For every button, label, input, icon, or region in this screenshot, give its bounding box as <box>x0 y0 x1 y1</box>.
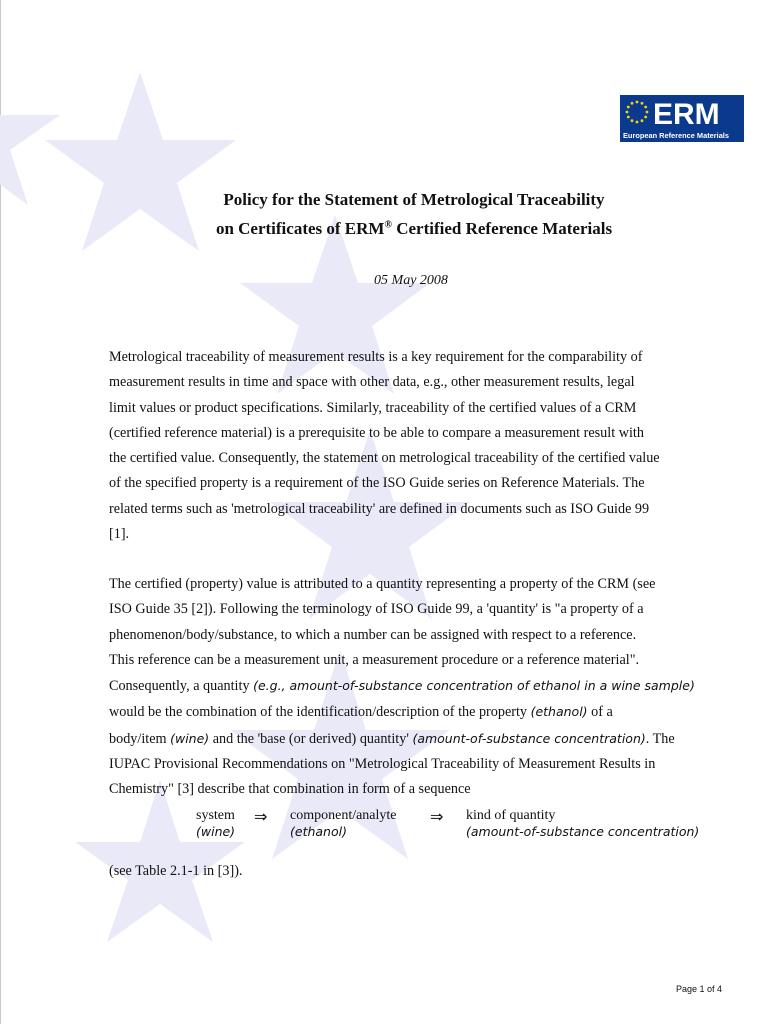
text-line: limit values or product specifications. Similarly, traceability of the certified values of a CRM <box>109 399 637 416</box>
sequence-component <box>290 808 397 840</box>
text-span: body/item <box>109 730 171 747</box>
text-line: the certified value. Consequently, the statement on metrological traceability of the certified value <box>109 450 660 467</box>
text-line <box>109 726 719 752</box>
text-span: of a <box>587 704 613 721</box>
page-number: Page 1 of 4 <box>676 984 723 994</box>
sequence-label: kind of quantity <box>466 808 556 823</box>
document-title-line-2 <box>0 219 768 239</box>
italic-example: (amount-of-substance concentration) <box>412 730 646 746</box>
italic-example: (e.g., amount-of-substance concentration of ethanol in a wine sample) <box>253 678 695 694</box>
registered-mark: ® <box>384 219 392 231</box>
text-line <box>109 673 719 699</box>
text-line: Metrological traceability of measurement results is a key requirement for the comparability of <box>109 349 643 365</box>
italic-example: (ethanol) <box>530 704 588 720</box>
erm-logo <box>620 95 744 142</box>
text-line: phenomenon/body/substance, to which a number can be assigned with respect to a reference. <box>109 626 637 643</box>
text-span: Consequently, a quantity <box>109 678 254 695</box>
text-line: (certified reference material) is a prerequisite to be able to compare a measurement result with <box>109 424 644 441</box>
paragraph-1 <box>109 345 719 547</box>
background-star-icon <box>75 780 245 942</box>
text-span: would be the combination of the identification/description of the property <box>109 704 531 721</box>
sequence-system <box>196 808 235 840</box>
document-date: 05 May 2008 <box>374 273 448 288</box>
text-line: The certified (property) value is attributed to a quantity representing a property of the CRM (see <box>109 576 656 592</box>
document-title-line-1: Policy for the Statement of Metrological Traceability <box>223 190 605 209</box>
text-line: measurement results in time and space with other data, e.g., other measurement results, legal <box>109 374 635 391</box>
background-star-icon <box>0 60 60 205</box>
sequence-example: (ethanol) <box>290 824 347 839</box>
text-line: This reference can be a measurement unit, a measurement procedure or a reference material". <box>109 651 640 668</box>
text-line: Chemistry" [3] describe that combination in form of a sequence <box>109 781 471 798</box>
text-line: IUPAC Provisional Recommendations on "Metrological Traceability of Measurement Results in <box>109 756 656 773</box>
sequence-label: system <box>196 808 235 823</box>
text-span: . The <box>645 730 675 747</box>
sequence-kind-of-quantity <box>466 808 699 840</box>
logo-subtitle: European Reference Materials <box>623 131 729 140</box>
sequence-label: component/analyte <box>290 808 397 823</box>
implies-arrow-icon: ⇒ <box>430 807 444 826</box>
italic-example: (wine) <box>170 730 210 746</box>
paragraph-2 <box>109 572 719 803</box>
sequence-example: (amount-of-substance concentration) <box>466 824 700 839</box>
text-line: related terms such as 'metrological traceability' are defined in documents such as ISO Guide 99 <box>109 500 650 517</box>
text-line: ISO Guide 35 [2]). Following the terminology of ISO Guide 99, a 'quantity' is "a property of a <box>109 601 644 618</box>
title-suffix: Certified Reference Materials <box>391 219 613 238</box>
text-line: of the specified property is a requirement of the ISO Guide series on Reference Materials. The <box>109 475 645 492</box>
title-prefix: on Certificates of ERM <box>215 219 385 238</box>
sequence-example: (wine) <box>196 824 236 839</box>
logo-brand: ERM <box>653 98 720 131</box>
text-span: and the 'base (or derived) quantity' <box>209 730 413 747</box>
text-line: [1]. <box>109 526 130 543</box>
implies-arrow-icon: ⇒ <box>254 807 268 826</box>
table-reference: (see Table 2.1-1 in [3]). <box>109 863 243 879</box>
text-line <box>109 699 719 725</box>
